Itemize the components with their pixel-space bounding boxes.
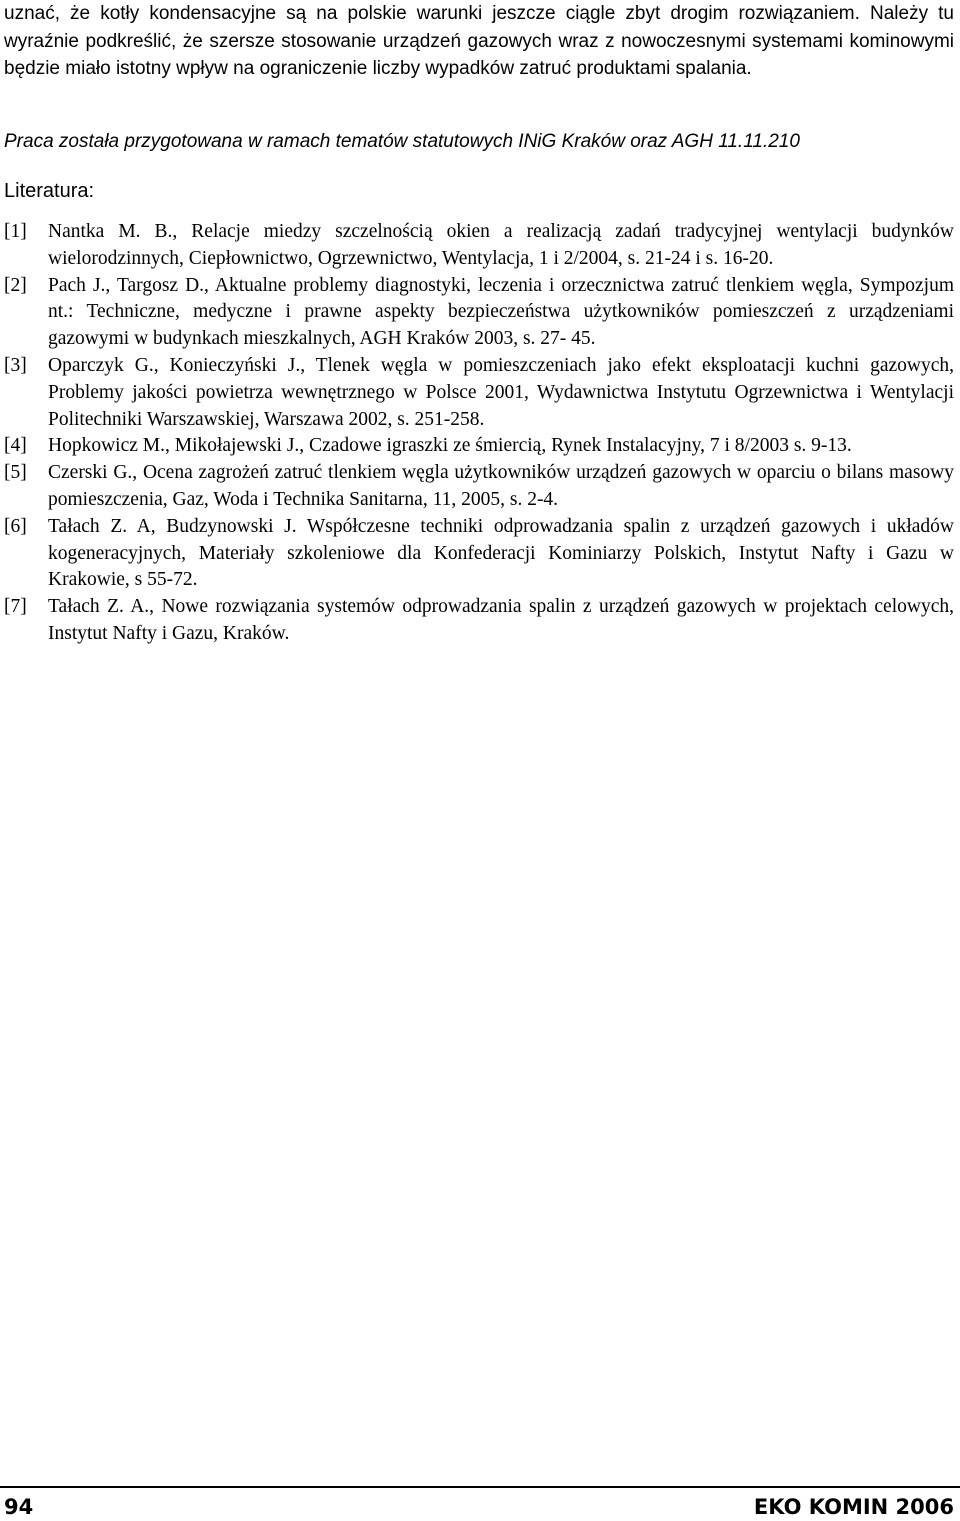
reference-text: Czerski G., Ocena zagrożeń zatruć tlenkiem węgla użytkowników urządzeń gazowych w oparciu o bilans masowy pomieszczenia, Gaz, Woda i Technika Sanitarna, 11, 2005, s. 2-4. xyxy=(48,462,954,510)
reference-item xyxy=(4,353,954,433)
funding-note: Praca została przygotowana w ramach tematów statutowych INiG Kraków oraz AGH 11.11.210 xyxy=(4,131,800,152)
reference-text: Tałach Z. A, Budzynowski J. Współczesne techniki odprowadzania spalin z urządzeń gazowych i układów kogeneracyjnych, Materiały szkoleniowe dla Konfederacji Kominiarzy Polskich, Instytut Nafty i Gazu w Krakowie, s 55-72. xyxy=(48,515,954,591)
publication-title: EKO KOMIN 2006 xyxy=(753,1495,954,1519)
reference-text: Hopkowicz M., Mikołajewski J., Czadowe igraszki ze śmiercią, Rynek Instalacyjny, 7 i 8/2003 s. 9-13. xyxy=(48,435,852,457)
footer-divider xyxy=(0,1486,960,1488)
reference-number: [4] xyxy=(4,435,27,457)
reference-text: Pach J., Targosz D., Aktualne problemy diagnostyki, leczenia i orzecznictwa zatruć tlenkiem węgla, Sympozjum nt.: Techniczne, medyczne i prawne aspekty bezpieczeństwa użytkowników pomieszczeń z urządzeniami gazowymi w budynkach mieszkalnych, AGH Kraków 2003, s. 27- 45. xyxy=(48,274,954,350)
page-number: 94 xyxy=(4,1495,34,1519)
literature-heading: Literatura: xyxy=(4,180,95,202)
reference-item xyxy=(4,514,954,594)
reference-item xyxy=(4,433,954,460)
reference-list xyxy=(4,219,954,648)
reference-number: [1] xyxy=(4,221,27,242)
reference-number: [5] xyxy=(4,462,27,484)
reference-item xyxy=(4,273,954,353)
reference-text: Nantka M. B., Relacje miedzy szczelnością okien a realizacją zadań tradycyjnej wentylacji budynków wielorodzinnych, Ciepłownictwo, Ogrzewnictwo, Wentylacja, 1 i 2/2004, s. 21-24 i s. 16-20. xyxy=(48,221,954,269)
reference-number: [3] xyxy=(4,354,27,376)
reference-number: [7] xyxy=(4,596,27,618)
reference-item xyxy=(4,219,954,273)
intro-paragraph: uznać, że kotły kondensacyjne są na polskie warunki jeszcze ciągle zbyt drogim rozwiązaniem. Należy tu wyraźnie podkreślić, że szersze stosowanie urządzeń gazowych wraz z nowoczesnymi systemami kominowymi będzie miało istotny wpływ na ograniczenie liczby wypadków zatruć produktami spalania. xyxy=(4,3,954,79)
reference-number: [6] xyxy=(4,515,27,537)
reference-text: Oparczyk G., Konieczyński J., Tlenek węgla w pomieszczeniach jako efekt eksploatacji kuchni gazowych, Problemy jakości powietrza wewnętrznego w Polsce 2001, Wydawnictwa Instytutu Ogrzewnictwa i Wentylacji Politechniki Warszawskiej, Warszawa 2002, s. 251-258. xyxy=(48,354,954,430)
reference-item xyxy=(4,594,954,648)
reference-text: Tałach Z. A., Nowe rozwiązania systemów odprowadzania spalin z urządzeń gazowych w projektach celowych, Instytut Nafty i Gazu, Kraków. xyxy=(48,596,954,644)
reference-item xyxy=(4,460,954,514)
reference-number: [2] xyxy=(4,274,27,296)
